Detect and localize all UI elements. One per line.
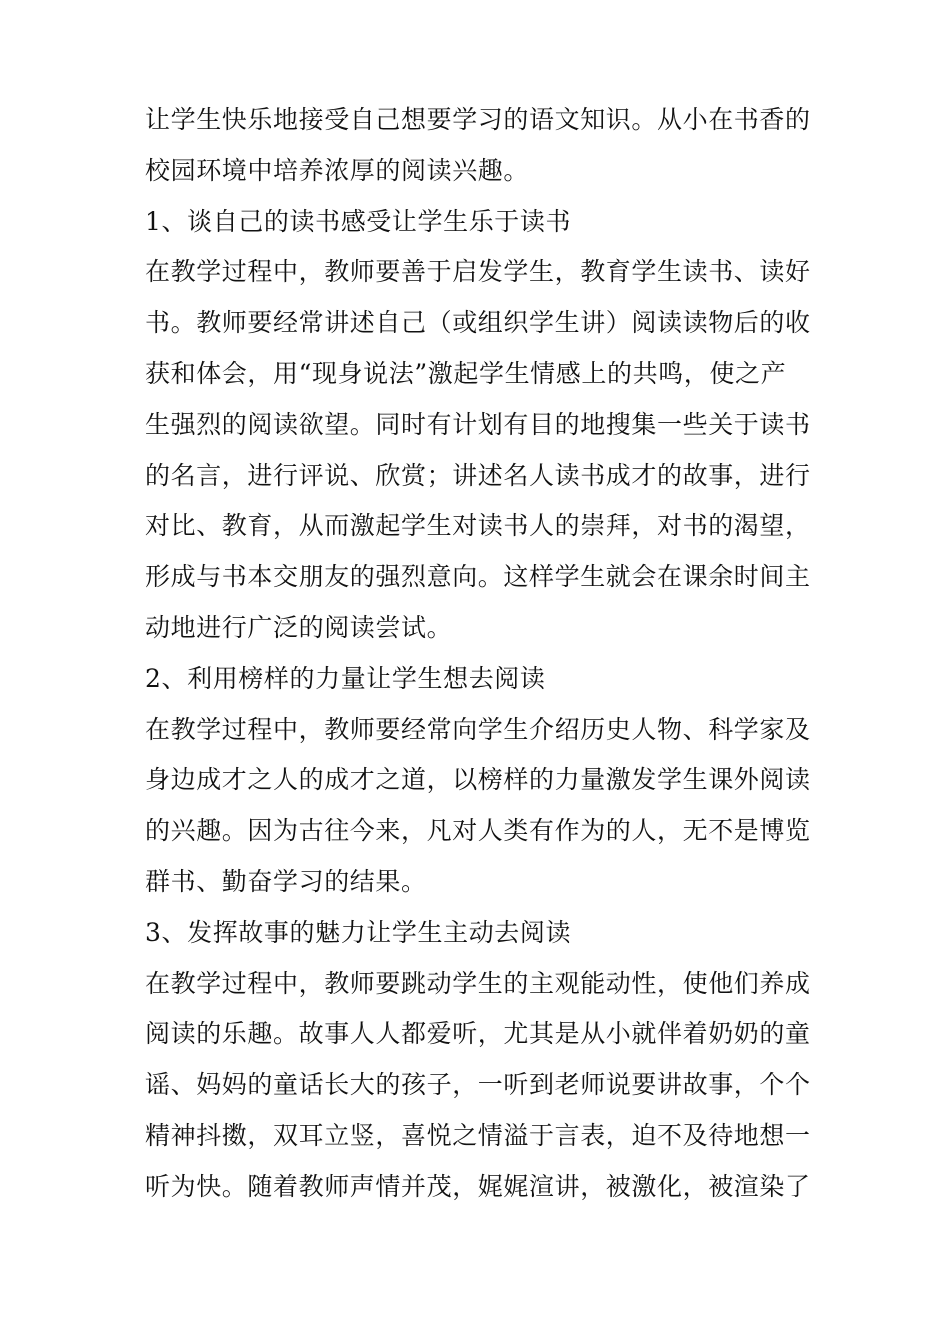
text-line: 精神抖擞，双耳立竖，喜悦之情溢于言表，迫不及待地想一 xyxy=(145,1120,811,1150)
text-line: 的兴趣。因为古往今来，凡对人类有作为的人，无不是博览 xyxy=(145,816,811,846)
text-line: 阅读的乐趣。故事人人都爱听，尤其是从小就伴着奶奶的童 xyxy=(145,1019,811,1049)
text-line: 在教学过程中，教师要跳动学生的主观能动性，使他们养成 xyxy=(145,968,811,998)
section-heading-3: 3、发挥故事的魅力让学生主动去阅读 xyxy=(145,917,572,947)
text-line: 让学生快乐地接受自己想要学习的语文知识。从小在书香的 xyxy=(145,105,811,134)
text-line: 谣、妈妈的童话长大的孩子，一听到老师说要讲故事，个个 xyxy=(145,1070,811,1100)
text-line: 听为快。随着教师声情并茂，娓娓渲讲，被激化，被渲染了 xyxy=(145,1171,811,1201)
text-line: 的名言，进行评说、欣赏；讲述名人读书成才的故事，进行 xyxy=(145,460,811,490)
text-line: 形成与书本交朋友的强烈意向。这样学生就会在课余时间主 xyxy=(145,562,811,592)
text-line: 群书、勤奋学习的结果。 xyxy=(145,866,427,896)
text-line: 在教学过程中，教师要善于启发学生，教育学生读书、读好 xyxy=(145,257,811,287)
section-heading-1: 1、谈自己的读书感受让学生乐于读书 xyxy=(145,206,572,236)
body-text xyxy=(145,95,815,1213)
text-line: 校园环境中培养浓厚的阅读兴趣。 xyxy=(145,155,530,185)
text-line: 身边成才之人的成才之道，以榜样的力量激发学生课外阅读 xyxy=(145,765,811,795)
text-line: 获和体会，用“现身说法”激起学生情感上的共鸣，使之产 xyxy=(145,358,787,388)
text-line: 书。教师要经常讲述自己（或组织学生讲）阅读读物后的收 xyxy=(145,308,811,338)
text-line: 动地进行广泛的阅读尝试。 xyxy=(145,612,453,642)
text-line: 对比、教育，从而激起学生对读书人的崇拜，对书的渴望， xyxy=(145,511,811,541)
text-line: 在教学过程中，教师要经常向学生介绍历史人物、科学家及 xyxy=(145,714,811,744)
section-heading-2: 2、利用榜样的力量让学生想去阅读 xyxy=(145,663,546,693)
text-line: 生强烈的阅读欲望。同时有计划有目的地搜集一些关于读书 xyxy=(145,409,811,439)
